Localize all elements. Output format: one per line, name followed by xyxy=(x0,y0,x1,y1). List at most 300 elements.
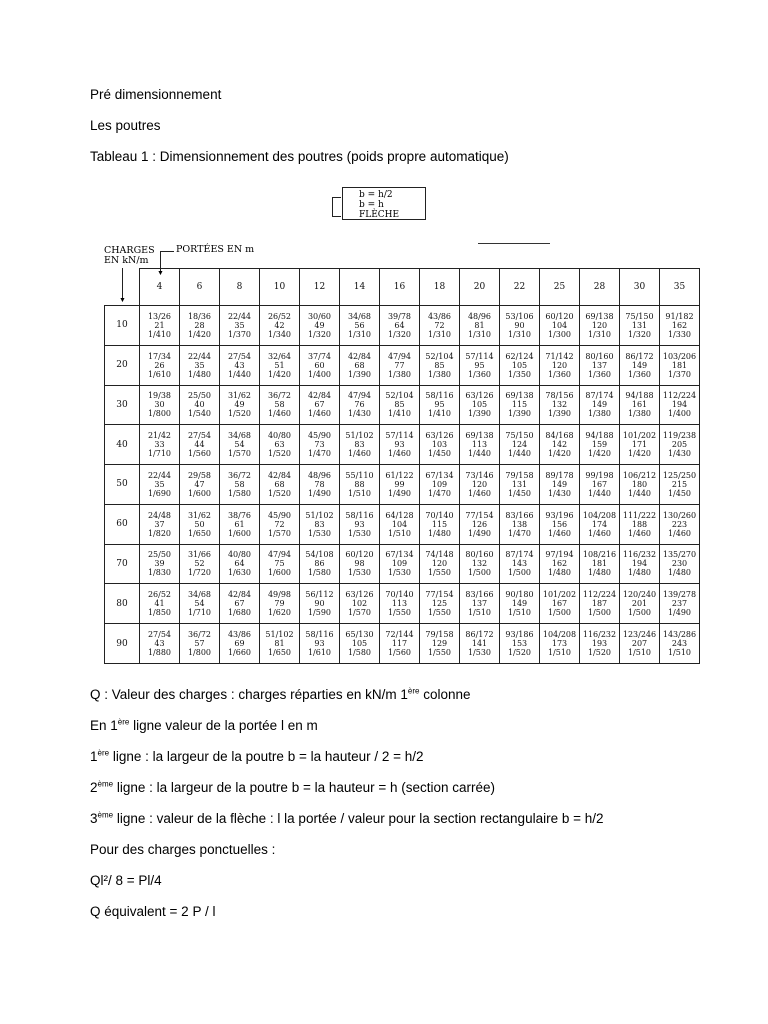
dimension-b-h: 58 xyxy=(234,479,245,489)
deflection-value: 1/830 xyxy=(147,568,172,578)
dimension-b-h2: 26/52 xyxy=(147,590,172,600)
table-cell xyxy=(580,544,620,584)
dimension-b-h: 104 xyxy=(551,320,568,330)
dimension-b-h: 143 xyxy=(511,559,528,569)
dimension-b-h2: 60/120 xyxy=(345,550,374,560)
deflection-value: 1/390 xyxy=(347,369,372,379)
deflection-value: 1/390 xyxy=(547,409,572,419)
note-line xyxy=(90,687,471,702)
dimension-b-h2: 116/232 xyxy=(582,630,617,640)
deflection-value: 1/370 xyxy=(227,329,252,339)
dimension-b-h2: 61/122 xyxy=(385,470,414,480)
table-row xyxy=(105,425,700,465)
table-cell xyxy=(420,584,460,624)
deflection-value: 1/460 xyxy=(307,409,332,419)
dimension-b-h: 205 xyxy=(671,440,688,450)
deflection-value: 1/650 xyxy=(267,648,292,658)
deflection-value: 1/510 xyxy=(387,528,412,538)
note-line xyxy=(90,718,318,733)
dimension-b-h: 132 xyxy=(551,400,568,410)
table-cell xyxy=(660,345,700,385)
deflection-value: 1/360 xyxy=(467,369,492,379)
deflection-value: 1/450 xyxy=(507,488,532,498)
dimension-b-h: 149 xyxy=(511,599,528,609)
deflection-value: 1/480 xyxy=(547,568,572,578)
span-header-12: 12 xyxy=(300,269,340,306)
deflection-value: 1/460 xyxy=(627,528,652,538)
table-cell xyxy=(540,345,580,385)
deflection-value: 1/400 xyxy=(667,409,692,419)
deflection-value: 1/680 xyxy=(227,608,252,618)
deflection-value: 1/430 xyxy=(347,409,372,419)
dimension-b-h2: 123/246 xyxy=(622,630,657,640)
dimension-b-h2: 83/166 xyxy=(465,590,494,600)
dimension-b-h: 69 xyxy=(234,639,245,649)
charge-cell: 70 xyxy=(105,544,140,584)
table-cell xyxy=(460,544,500,584)
dimension-b-h2: 38/76 xyxy=(227,510,252,520)
table-cell xyxy=(540,624,580,664)
deflection-value: 1/850 xyxy=(147,608,172,618)
dimension-b-h2: 36/72 xyxy=(227,470,252,480)
dimension-b-h: 93 xyxy=(354,519,365,529)
table-cell xyxy=(340,425,380,465)
deflection-value: 1/400 xyxy=(307,369,332,379)
dimension-b-h: 95 xyxy=(434,400,445,410)
dimension-b-h: 149 xyxy=(551,479,568,489)
deflection-value: 1/490 xyxy=(467,528,492,538)
dimension-b-h: 30 xyxy=(154,400,165,410)
deflection-value: 1/440 xyxy=(227,369,252,379)
dimension-b-h2: 53/106 xyxy=(505,311,534,321)
deflection-value: 1/500 xyxy=(627,608,652,618)
table-cell xyxy=(300,465,340,505)
note-after: ligne : valeur de la flèche : l la portée / valeur pour la section rectangulaire b = h/2 xyxy=(113,811,604,826)
charges-label xyxy=(104,246,155,266)
dimension-b-h: 113 xyxy=(391,599,408,609)
dimension-b-h2: 22/44 xyxy=(187,351,212,361)
table-cell xyxy=(340,584,380,624)
table-cell xyxy=(300,345,340,385)
table-cell xyxy=(500,425,540,465)
table-row xyxy=(105,385,700,425)
dimension-b-h2: 54/108 xyxy=(305,550,334,560)
table-cell xyxy=(180,345,220,385)
table-cell xyxy=(260,624,300,664)
deflection-value: 1/420 xyxy=(187,329,212,339)
deflection-value: 1/360 xyxy=(587,369,612,379)
dimension-b-h2: 125/250 xyxy=(662,470,697,480)
dimension-b-h: 173 xyxy=(551,639,568,649)
dimension-b-h2: 19/38 xyxy=(147,391,172,401)
deflection-value: 1/460 xyxy=(347,449,372,459)
dimension-b-h2: 18/36 xyxy=(187,311,212,321)
deflection-value: 1/470 xyxy=(507,528,532,538)
deflection-value: 1/310 xyxy=(347,329,372,339)
span-header-35: 35 xyxy=(660,269,700,306)
dimension-b-h2: 86/172 xyxy=(625,351,654,361)
span-header-28: 28 xyxy=(580,269,620,306)
table-cell xyxy=(260,584,300,624)
dimension-b-h: 120 xyxy=(431,559,448,569)
dimension-b-h2: 24/48 xyxy=(147,510,172,520)
dimension-b-h2: 77/154 xyxy=(465,510,494,520)
dimension-b-h: 77 xyxy=(394,360,405,370)
dimension-b-h: 243 xyxy=(671,639,688,649)
dimension-b-h: 67 xyxy=(234,599,245,609)
deflection-value: 1/520 xyxy=(587,648,612,658)
span-header-10: 10 xyxy=(260,269,300,306)
table-cell xyxy=(620,465,660,505)
deflection-value: 1/510 xyxy=(507,608,532,618)
dimension-b-h: 132 xyxy=(471,559,488,569)
table-cell xyxy=(180,306,220,346)
table-cell xyxy=(620,624,660,664)
dimension-b-h2: 57/114 xyxy=(385,431,414,441)
table-cell xyxy=(260,465,300,505)
dimension-b-h: 129 xyxy=(431,639,448,649)
dimension-b-h: 95 xyxy=(474,360,485,370)
dimension-b-h: 86 xyxy=(314,559,325,569)
table-cell xyxy=(580,385,620,425)
dimension-b-h: 60 xyxy=(314,360,325,370)
dimension-b-h: 72 xyxy=(274,519,285,529)
dimension-b-h: 64 xyxy=(234,559,245,569)
dimension-b-h: 131 xyxy=(631,320,648,330)
legend-line-2: b = h xyxy=(359,200,384,210)
dimension-b-h: 142 xyxy=(551,440,568,450)
table-cell xyxy=(460,465,500,505)
deflection-value: 1/460 xyxy=(587,528,612,538)
dimension-b-h2: 111/222 xyxy=(622,510,657,520)
dimension-b-h: 85 xyxy=(434,360,445,370)
dimension-b-h2: 93/196 xyxy=(545,510,574,520)
deflection-value: 1/580 xyxy=(307,568,332,578)
deflection-value: 1/600 xyxy=(187,488,212,498)
deflection-value: 1/520 xyxy=(267,449,292,459)
dimension-b-h2: 37/74 xyxy=(307,351,332,361)
dimension-b-h: 207 xyxy=(631,639,648,649)
dimension-b-h2: 69/138 xyxy=(465,431,494,441)
deflection-value: 1/390 xyxy=(467,409,492,419)
dimension-b-h2: 58/116 xyxy=(305,630,334,640)
dimension-b-h2: 13/26 xyxy=(147,311,172,321)
deflection-value: 1/570 xyxy=(347,608,372,618)
table-cell xyxy=(140,385,180,425)
dimension-b-h: 50 xyxy=(194,519,205,529)
charge-cell: 80 xyxy=(105,584,140,624)
legend-line-1: b = h/2 xyxy=(359,190,393,200)
dimension-b-h: 98 xyxy=(354,559,365,569)
deflection-value: 1/560 xyxy=(387,648,412,658)
note-before: 2 xyxy=(90,780,98,795)
dimension-b-h: 57 xyxy=(194,639,205,649)
table-cell xyxy=(180,624,220,664)
table-cell xyxy=(620,544,660,584)
table-cell xyxy=(620,504,660,544)
dimension-b-h: 61 xyxy=(234,519,245,529)
deflection-value: 1/820 xyxy=(147,528,172,538)
deflection-value: 1/630 xyxy=(227,568,252,578)
dimension-b-h2: 69/138 xyxy=(585,311,614,321)
dimension-b-h2: 79/158 xyxy=(425,630,454,640)
dimension-b-h: 35 xyxy=(154,479,165,489)
deflection-value: 1/880 xyxy=(147,648,172,658)
dimension-b-h2: 101/202 xyxy=(542,590,577,600)
dimension-b-h: 174 xyxy=(591,519,608,529)
table-cell xyxy=(500,385,540,425)
table-cell xyxy=(540,544,580,584)
deflection-value: 1/380 xyxy=(387,369,412,379)
dimension-b-h2: 39/78 xyxy=(387,311,412,321)
table-cell xyxy=(380,345,420,385)
table-cell xyxy=(180,465,220,505)
dimension-b-h: 126 xyxy=(471,519,488,529)
deflection-value: 1/480 xyxy=(187,369,212,379)
dimension-b-h2: 58/116 xyxy=(425,391,454,401)
dimension-b-h2: 108/216 xyxy=(582,550,617,560)
dimension-b-h: 109 xyxy=(431,479,448,489)
deflection-value: 1/720 xyxy=(187,568,212,578)
dimension-b-h2: 101/202 xyxy=(622,431,657,441)
table-cell xyxy=(340,504,380,544)
dimension-b-h: 193 xyxy=(591,639,608,649)
dimension-b-h: 171 xyxy=(631,440,648,450)
spans-header-row xyxy=(105,269,700,306)
table-cell xyxy=(180,544,220,584)
dimension-b-h2: 22/44 xyxy=(147,470,172,480)
dimension-b-h: 181 xyxy=(671,360,688,370)
dimension-b-h2: 27/54 xyxy=(187,431,212,441)
table-cell xyxy=(340,306,380,346)
table-row xyxy=(105,504,700,544)
table-cell xyxy=(300,306,340,346)
deflection-value: 1/650 xyxy=(187,528,212,538)
note-sup: ère xyxy=(407,686,420,696)
deflection-value: 1/530 xyxy=(387,568,412,578)
table-cell xyxy=(420,544,460,584)
table-cell xyxy=(660,385,700,425)
dimension-b-h: 93 xyxy=(394,440,405,450)
dimension-b-h: 81 xyxy=(474,320,485,330)
dimension-b-h2: 42/84 xyxy=(307,391,332,401)
table-cell xyxy=(540,385,580,425)
dimension-b-h: 67 xyxy=(314,400,325,410)
deflection-value: 1/690 xyxy=(147,488,172,498)
deflection-value: 1/520 xyxy=(507,648,532,658)
dimension-b-h: 47 xyxy=(194,479,205,489)
dimension-b-h: 161 xyxy=(631,400,648,410)
dimension-b-h2: 43/86 xyxy=(427,311,452,321)
table-cell xyxy=(540,465,580,505)
table-cell xyxy=(620,345,660,385)
dimension-b-h2: 91/182 xyxy=(665,311,694,321)
dimension-b-h2: 143/286 xyxy=(662,630,697,640)
span-header-6: 6 xyxy=(180,269,220,306)
deflection-value: 1/470 xyxy=(427,488,452,498)
dimension-b-h2: 52/104 xyxy=(425,351,454,361)
note-sup: ème xyxy=(97,779,114,789)
dimension-b-h2: 26/52 xyxy=(267,311,292,321)
dimension-b-h2: 55/110 xyxy=(345,470,374,480)
dimension-b-h: 230 xyxy=(671,559,688,569)
dimension-b-h2: 130/260 xyxy=(662,510,697,520)
dimension-b-h: 120 xyxy=(591,320,608,330)
table-row xyxy=(105,584,700,624)
charge-cell: 40 xyxy=(105,425,140,465)
deflection-value: 1/450 xyxy=(667,488,692,498)
dimension-b-h2: 30/60 xyxy=(307,311,332,321)
span-header-16: 16 xyxy=(380,269,420,306)
dimension-b-h2: 94/188 xyxy=(625,391,654,401)
note-after: colonne xyxy=(419,687,471,702)
punctual-title: Pour des charges ponctuelles : xyxy=(90,842,276,857)
dimension-b-h2: 97/194 xyxy=(545,550,574,560)
dimension-b-h2: 29/58 xyxy=(187,470,212,480)
deflection-value: 1/710 xyxy=(187,608,212,618)
deflection-value: 1/460 xyxy=(387,449,412,459)
deflection-value: 1/420 xyxy=(267,369,292,379)
table-cell xyxy=(660,306,700,346)
dimension-b-h2: 45/90 xyxy=(267,510,292,520)
table-cell xyxy=(180,425,220,465)
dimension-b-h2: 94/188 xyxy=(585,431,614,441)
deflection-value: 1/520 xyxy=(267,488,292,498)
table-cell xyxy=(380,584,420,624)
span-header-30: 30 xyxy=(620,269,660,306)
dimension-b-h2: 49/98 xyxy=(267,590,292,600)
dimension-b-h2: 75/150 xyxy=(625,311,654,321)
dimension-b-h2: 63/126 xyxy=(345,590,374,600)
dimension-b-h2: 47/94 xyxy=(387,351,412,361)
table-cell xyxy=(180,385,220,425)
beam-table-body xyxy=(105,269,700,664)
table-cell xyxy=(380,465,420,505)
table-row xyxy=(105,544,700,584)
dimension-b-h: 76 xyxy=(354,400,365,410)
dimension-b-h2: 47/94 xyxy=(267,550,292,560)
table-cell xyxy=(140,345,180,385)
dimension-b-h: 105 xyxy=(351,639,368,649)
dimension-b-h: 49 xyxy=(314,320,325,330)
deflection-value: 1/460 xyxy=(267,409,292,419)
dimension-b-h: 105 xyxy=(511,360,528,370)
deflection-value: 1/330 xyxy=(667,329,692,339)
dimension-b-h: 113 xyxy=(471,440,488,450)
deflection-value: 1/660 xyxy=(227,648,252,658)
dimension-b-h: 120 xyxy=(551,360,568,370)
deflection-value: 1/600 xyxy=(227,528,252,538)
dimension-b-h2: 31/62 xyxy=(187,510,212,520)
deflection-value: 1/540 xyxy=(187,409,212,419)
table-cell xyxy=(660,465,700,505)
dimension-b-h2: 40/80 xyxy=(227,550,252,560)
dimension-b-h2: 48/96 xyxy=(467,311,492,321)
dimension-b-h2: 31/62 xyxy=(227,391,252,401)
table-cell xyxy=(540,584,580,624)
table-cell xyxy=(140,306,180,346)
deflection-value: 1/620 xyxy=(267,608,292,618)
dimension-b-h2: 48/96 xyxy=(307,470,332,480)
table-cell xyxy=(380,385,420,425)
dimension-b-h: 138 xyxy=(511,519,528,529)
table-cell xyxy=(460,504,500,544)
legend-bracket xyxy=(332,197,341,217)
table-cell xyxy=(300,385,340,425)
deflection-value: 1/460 xyxy=(547,528,572,538)
dimension-b-h: 42 xyxy=(274,320,285,330)
dimension-b-h: 21 xyxy=(154,320,165,330)
table-cell xyxy=(620,385,660,425)
dimension-b-h2: 86/172 xyxy=(465,630,494,640)
note-after: ligne valeur de la portée l en m xyxy=(129,718,318,733)
table-cell xyxy=(220,425,260,465)
span-header-8: 8 xyxy=(220,269,260,306)
dimension-b-h2: 77/154 xyxy=(425,590,454,600)
charges-label-line-1: CHARGES xyxy=(104,245,155,256)
dimension-b-h2: 73/146 xyxy=(465,470,494,480)
deflection-value: 1/490 xyxy=(667,608,692,618)
deflection-value: 1/500 xyxy=(587,608,612,618)
table-cell xyxy=(220,385,260,425)
deflection-value: 1/420 xyxy=(587,449,612,459)
deflection-value: 1/510 xyxy=(667,648,692,658)
table-cell xyxy=(660,425,700,465)
dimension-b-h: 125 xyxy=(431,599,448,609)
deflection-value: 1/320 xyxy=(387,329,412,339)
table-cell xyxy=(300,584,340,624)
dimension-b-h2: 112/224 xyxy=(662,391,697,401)
dimension-b-h: 35 xyxy=(234,320,245,330)
table-cell xyxy=(580,624,620,664)
deflection-value: 1/710 xyxy=(147,449,172,459)
table-cell xyxy=(620,306,660,346)
dimension-b-h2: 17/34 xyxy=(147,351,172,361)
dimension-b-h: 117 xyxy=(391,639,408,649)
deflection-value: 1/800 xyxy=(147,409,172,419)
table-cell xyxy=(220,306,260,346)
dimension-b-h2: 80/160 xyxy=(465,550,494,560)
table-cell xyxy=(660,624,700,664)
table-cell xyxy=(580,584,620,624)
note-after: ligne : la largeur de la poutre b = la hauteur / 2 = h/2 xyxy=(109,749,424,764)
table-cell xyxy=(460,306,500,346)
dimension-b-h2: 72/144 xyxy=(385,630,414,640)
table-cell xyxy=(460,345,500,385)
dimension-b-h: 93 xyxy=(314,639,325,649)
dimension-b-h: 85 xyxy=(394,400,405,410)
dimension-b-h2: 34/68 xyxy=(187,590,212,600)
dimension-b-h2: 90/180 xyxy=(505,590,534,600)
dimension-b-h: 83 xyxy=(314,519,325,529)
deflection-value: 1/480 xyxy=(587,568,612,578)
beam-dimension-table xyxy=(104,268,700,664)
dimension-b-h2: 135/270 xyxy=(662,550,697,560)
heading-pre-dimensionnement: Pré dimensionnement xyxy=(90,87,222,102)
deflection-value: 1/490 xyxy=(387,488,412,498)
table-cell xyxy=(460,385,500,425)
table-cell xyxy=(500,624,540,664)
formula-equivalent: Q équivalent = 2 P / l xyxy=(90,904,216,919)
deflection-value: 1/530 xyxy=(347,568,372,578)
table-row xyxy=(105,465,700,505)
dimension-b-h2: 21/42 xyxy=(147,431,172,441)
dimension-b-h: 201 xyxy=(631,599,648,609)
dimension-b-h: 58 xyxy=(274,400,285,410)
legend-box xyxy=(342,187,426,220)
note-before: Q : Valeur des charges : charges réparties en kN/m 1 xyxy=(90,687,408,702)
table-cell xyxy=(460,624,500,664)
